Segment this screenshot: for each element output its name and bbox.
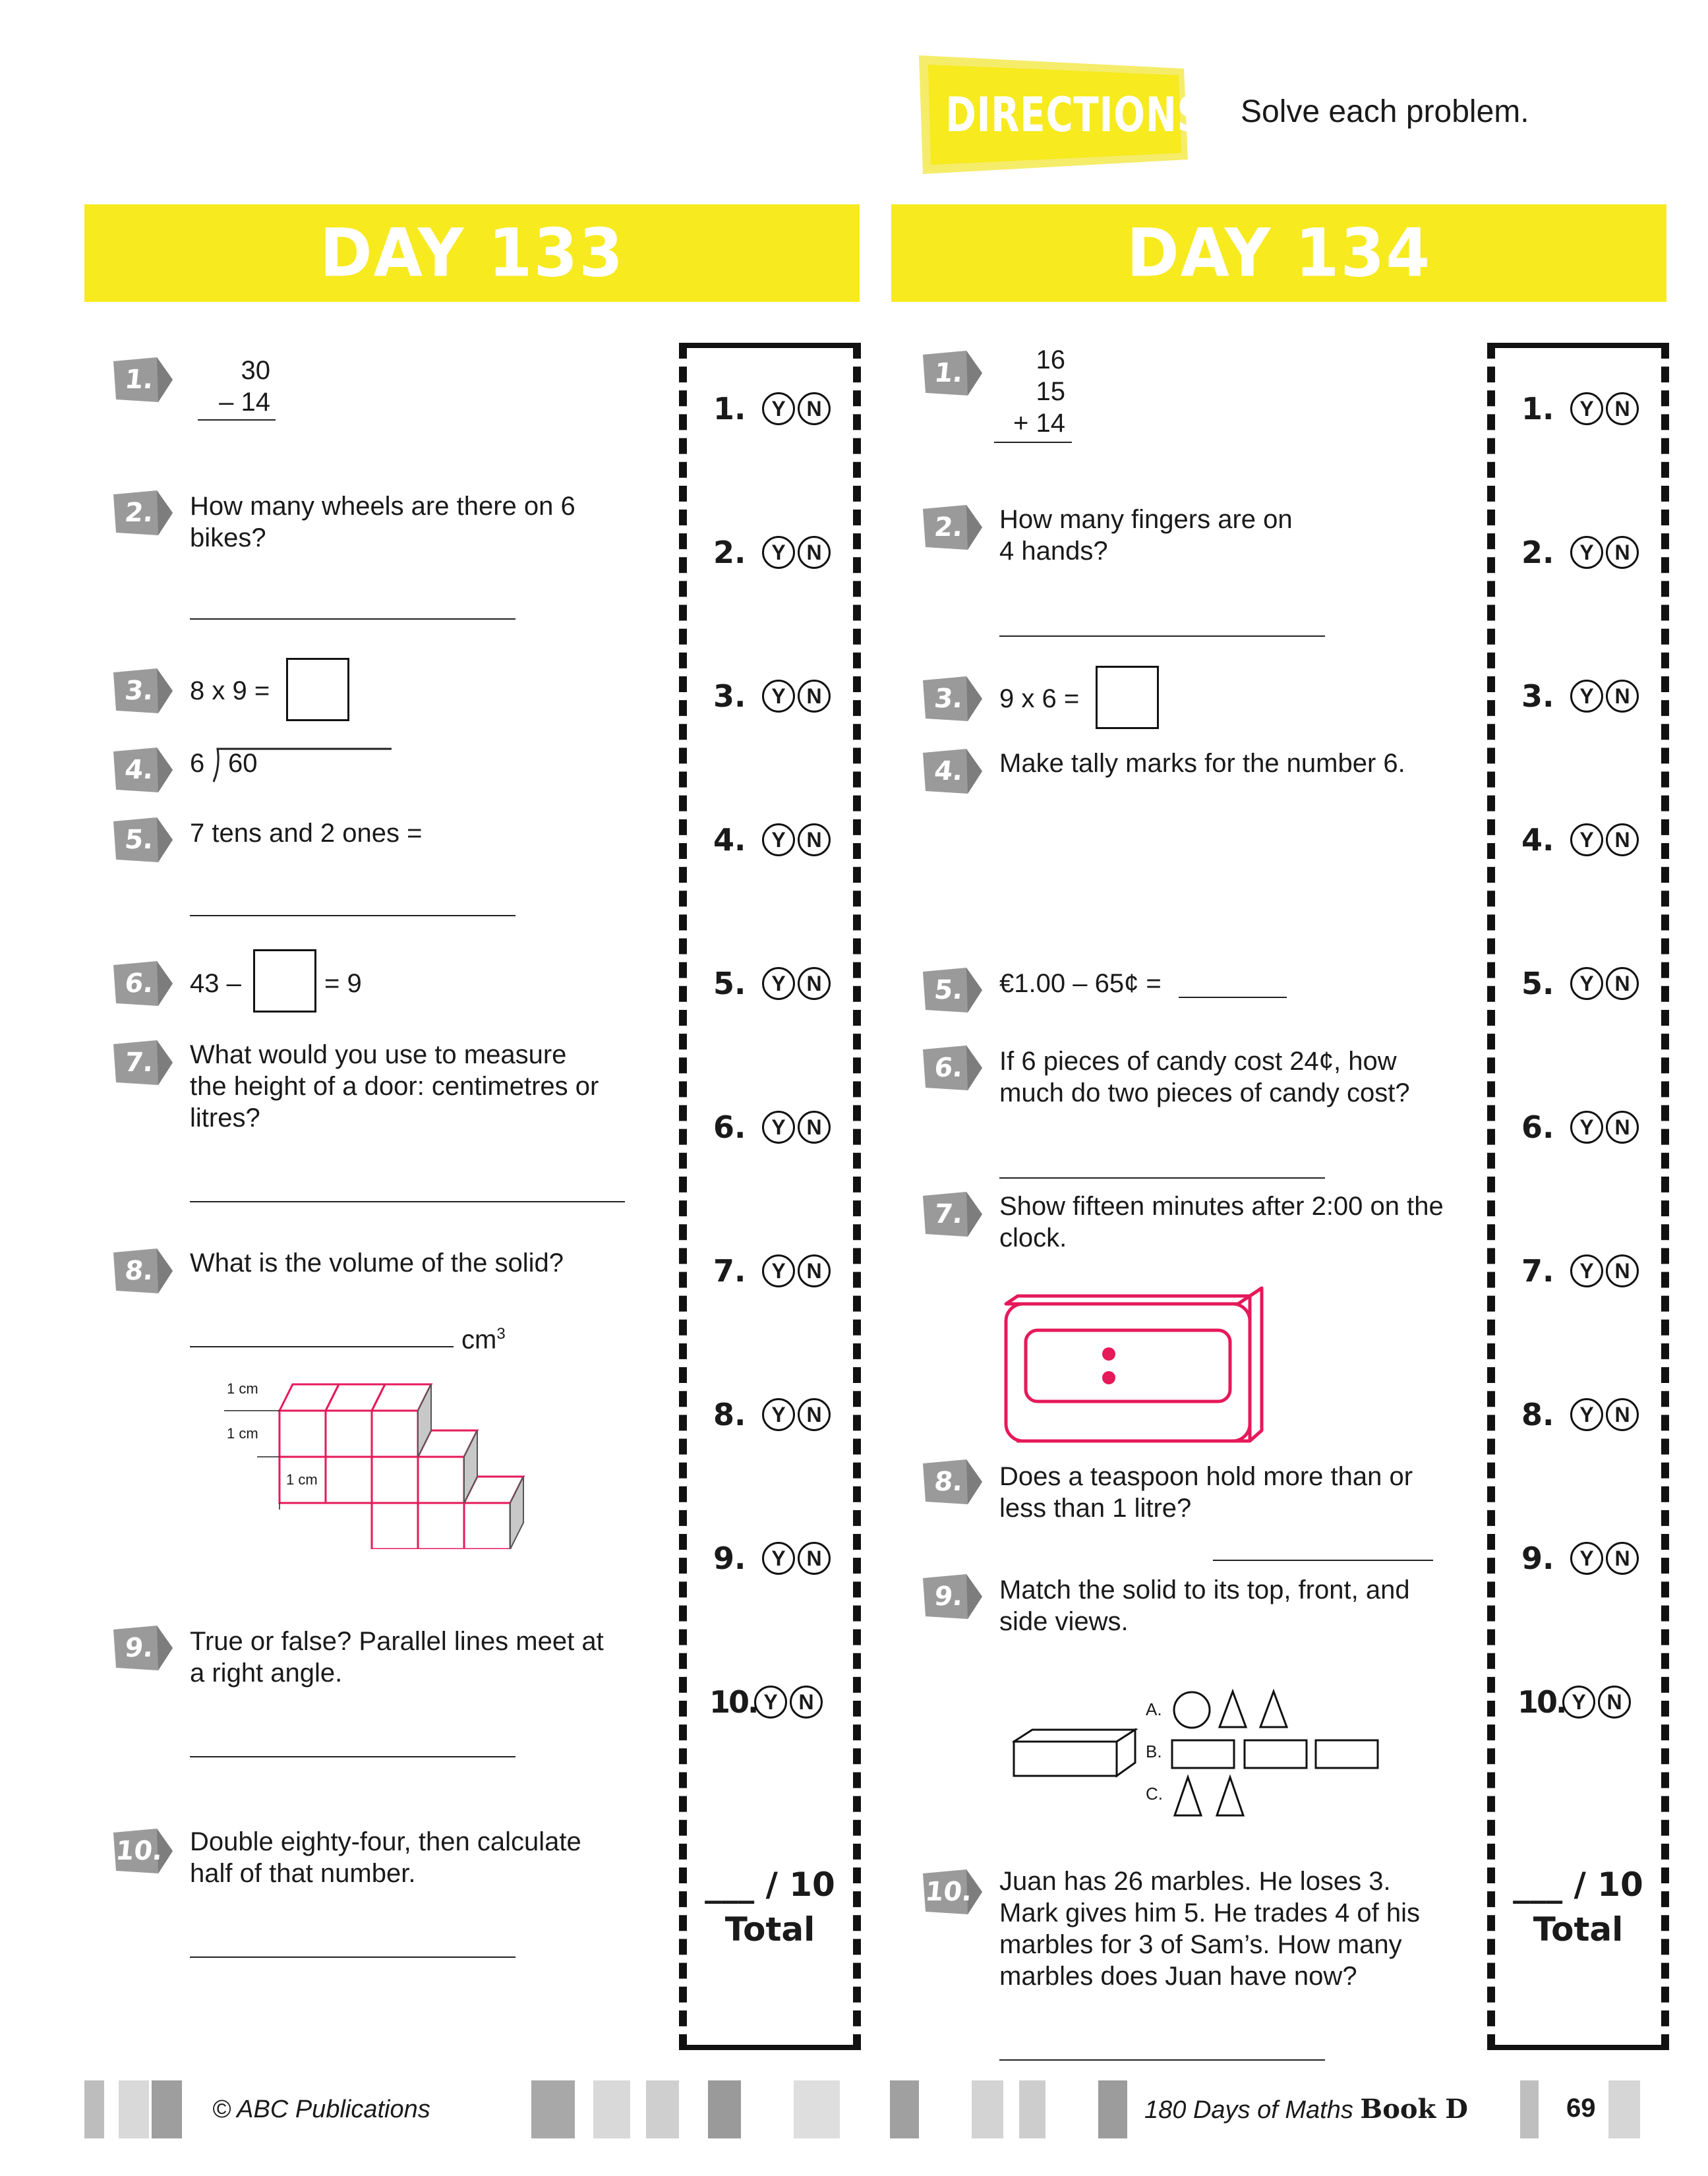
day-134-title: DAY 134 [1126,214,1432,292]
q6-left-text: 43 – [190,969,241,998]
score-row-number: 4. [713,822,746,858]
q1-answer-line [994,442,1072,443]
score-row-number: 1. [1521,391,1554,426]
yes-circle[interactable]: Y [762,392,795,425]
q4-text: Make tally marks for the number 6. [999,749,1405,778]
yes-circle[interactable]: Y [762,1542,795,1575]
no-circle[interactable]: N [798,1111,831,1144]
question-badge: 9. [111,1624,174,1672]
score-row [709,1682,823,1722]
q2-text-line1: How many wheels are there on 6 [190,492,575,521]
score-row [1521,820,1639,860]
no-circle[interactable]: N [1606,680,1639,713]
q7-text-line2: clock. [999,1223,1067,1252]
score-row [713,964,831,1003]
q7-answer-line[interactable] [190,1201,625,1202]
score-row-number: 2. [1521,535,1554,570]
question-badge: 5. [111,816,174,864]
q3-text: 8 x 9 = [190,676,270,705]
q9-option-b-label: B. [1146,1742,1162,1761]
no-circle[interactable]: N [1606,1111,1639,1144]
q10-text-line1: Juan has 26 marbles. He loses 3. [999,1867,1391,1896]
q8-dim-label-3: 1 cm [286,1471,318,1488]
question-badge: 4. [920,748,984,795]
day-133-banner [84,204,860,302]
q10-answer-line[interactable] [190,1956,515,1958]
question-badge: 3. [111,667,174,715]
q9-option-a-views[interactable] [1172,1688,1297,1730]
no-circle[interactable]: N [1606,823,1639,856]
q7-text-line2: the height of a door: centimetres or [190,1072,599,1101]
score-row-number: 5. [1521,966,1554,1001]
question-badge: 6. [111,960,174,1007]
day-134-banner [891,204,1666,302]
q9-option-b-views[interactable] [1171,1738,1379,1771]
q7-text-line1: What would you use to measure [190,1040,567,1069]
no-circle[interactable]: N [798,823,831,856]
yes-circle[interactable]: Y [762,680,795,713]
yes-circle[interactable]: Y [754,1686,787,1719]
q10-text-line1: Double eighty-four, then calculate [190,1827,581,1856]
footer-decor-block [972,2080,1003,2138]
footer-book-prefix: 180 Days of Maths [1144,2096,1353,2124]
footer-decor-block [119,2080,149,2138]
footer-decor-block [531,2080,575,2138]
score-row [713,389,831,428]
score-row-number: 3. [713,678,746,714]
score-row-number: 4. [1521,822,1554,858]
directions-tag [915,55,1204,174]
footer-decor-block [794,2080,840,2138]
score-row-number: 9. [1521,1541,1554,1576]
q7-text-line3: litres? [190,1103,260,1132]
q8-text-line2: less than 1 litre? [999,1494,1192,1523]
rectangular-prism-icon [1013,1727,1138,1780]
footer-decor-block [1608,2080,1640,2138]
q2-answer-line[interactable] [999,635,1325,637]
q5-answer-line[interactable] [190,915,515,916]
q8-dim-label-2: 1 cm [227,1425,258,1442]
q9-text-line1: True or false? Parallel lines meet at [190,1627,604,1656]
yes-circle[interactable]: Y [1570,1398,1603,1431]
q10-answer-line[interactable] [999,2059,1325,2061]
day-134-score-column [1487,343,1669,2050]
footer-decor-block [1019,2080,1045,2138]
q1-bottom-number: – 14 [219,388,270,417]
footer-book-title [1144,2095,1468,2125]
q6-answer-line[interactable] [999,1177,1325,1179]
score-row-number: 1. [713,391,746,426]
footer-book-name: Book D [1360,2094,1468,2125]
question-badge: 1. [111,356,174,403]
score-row-number: 10. [1517,1684,1566,1720]
question-badge: 1. [920,349,984,397]
question-badge: 8. [111,1247,174,1295]
score-row [713,1251,831,1291]
q3-answer-box[interactable] [286,658,349,721]
yes-circle[interactable]: Y [1570,967,1603,1000]
score-out-of: ___ / 10 [705,1866,835,1904]
no-circle[interactable]: N [1606,392,1639,425]
q6-right-text: = 9 [324,969,362,998]
q9-answer-line[interactable] [190,1756,515,1757]
q9-option-c-views[interactable] [1171,1775,1250,1818]
directions-text: Solve each problem. [1241,94,1529,129]
score-row-number: 9. [713,1541,746,1576]
question-badge: 2. [111,489,174,537]
q8-unit-sup: 3 [496,1325,506,1343]
question-badge: 4. [111,746,174,794]
score-row [713,1539,831,1578]
no-circle[interactable]: N [798,536,831,569]
q9-text-line1: Match the solid to its top, front, and [999,1575,1410,1604]
score-row [713,676,831,716]
score-row-number: 7. [1521,1253,1554,1289]
no-circle[interactable]: N [1606,1398,1639,1431]
no-circle[interactable]: N [798,967,831,1000]
yes-circle[interactable]: Y [1570,392,1603,425]
question-badge: 9. [920,1573,984,1620]
score-row-number: 2. [713,535,746,570]
yes-circle[interactable]: Y [762,536,795,569]
score-row-number: 5. [713,966,746,1001]
score-row-number: 8. [713,1397,746,1432]
no-circle[interactable]: N [798,392,831,425]
question-badge: 3. [920,675,984,722]
score-row [1521,533,1639,572]
yes-circle[interactable]: Y [1570,680,1603,713]
q9-text-line2: a right angle. [190,1659,343,1688]
no-circle[interactable]: N [1606,536,1639,569]
yes-circle[interactable]: Y [762,967,795,1000]
question-badge: 8. [920,1458,984,1506]
q8-answer-line[interactable] [190,1346,454,1347]
yes-circle[interactable]: Y [1562,1686,1595,1719]
yes-circle[interactable]: Y [1570,536,1603,569]
score-row [1521,1107,1639,1147]
q2-text-line1: How many fingers are on [999,505,1293,534]
footer-page-number: 69 [1566,2094,1596,2123]
q8-answer-line[interactable] [1213,1560,1433,1561]
q6-text-line2: much do two pieces of candy cost? [999,1078,1410,1107]
no-circle[interactable]: N [1598,1686,1631,1719]
q9-option-c-label: C. [1146,1784,1163,1804]
q10-text-line2: Mark gives him 5. He trades 4 of his [999,1898,1421,1927]
score-row-number: 10. [709,1684,757,1720]
score-row [1521,964,1639,1003]
score-row [1521,389,1639,428]
score-row-number: 7. [713,1253,746,1289]
yes-circle[interactable]: Y [762,1111,795,1144]
score-row-number: 6. [713,1109,746,1145]
footer-decor-block [1098,2080,1127,2138]
footer-decor-block [1520,2080,1539,2138]
score-row [1521,1395,1639,1434]
yes-circle[interactable]: Y [762,1398,795,1431]
q5-text: €1.00 – 65¢ = [999,969,1162,998]
q5-answer-line[interactable] [1179,997,1287,998]
q8-unit [461,1318,506,1355]
yes-circle[interactable]: Y [762,823,795,856]
day-133-title: DAY 133 [319,214,625,292]
score-row [713,1107,831,1147]
q4-dividend: 60 [228,749,258,778]
footer-decor-block [152,2080,182,2138]
score-row [713,1395,831,1434]
q9-text-line2: side views. [999,1607,1129,1636]
q10-text-line4: marbles does Juan have now? [999,1962,1357,1991]
score-row [1521,1251,1639,1291]
score-row [713,820,831,860]
footer-publisher: © ABC Publications [212,2096,430,2123]
q7-text-line1: Show fifteen minutes after 2:00 on the [999,1192,1444,1221]
yes-circle[interactable]: Y [1570,1542,1603,1575]
question-badge: 2. [920,504,984,551]
footer-decor-block [708,2080,741,2138]
question-badge: 5. [920,966,984,1014]
score-row [1521,676,1639,716]
score-row-number: 6. [1521,1109,1554,1145]
score-row [1517,1682,1631,1722]
no-circle[interactable]: N [798,1398,831,1431]
q1-addend-1: 16 [1036,345,1065,374]
score-row [1521,1539,1639,1578]
directions-tag-label: DIRECTIONS [945,87,1204,142]
q5-text: 7 tens and 2 ones = [190,819,423,848]
score-row-number: 8. [1521,1397,1554,1432]
score-total-label: Total [724,1910,815,1949]
question-badge: 10. [111,1827,174,1875]
question-badge: 6. [920,1044,984,1092]
q10-text-line2: half of that number. [190,1859,416,1888]
q1-addend-3: + 14 [1013,409,1065,438]
q2-text-line2: bikes? [190,523,266,552]
no-circle[interactable]: N [798,1542,831,1575]
q3-text: 9 x 6 = [999,684,1080,713]
no-circle[interactable]: N [1606,1254,1639,1287]
q2-answer-line[interactable] [190,618,515,620]
no-circle[interactable]: N [1606,967,1639,1000]
q8-dim-label-1: 1 cm [227,1380,258,1397]
q4-divisor: 6 [190,749,205,778]
no-circle[interactable]: N [798,680,831,713]
q10-text-line3: marbles for 3 of Sam’s. How many [999,1930,1402,1959]
footer-decor-block [84,2080,104,2138]
no-circle[interactable]: N [798,1254,831,1287]
q3-answer-box[interactable] [1096,666,1159,729]
yes-circle[interactable]: Y [1570,1111,1603,1144]
footer-decor-block [646,2080,679,2138]
q8-unit-text: cm [461,1325,497,1355]
q1-top-number: 30 [241,356,270,385]
yes-circle[interactable]: Y [762,1254,795,1287]
q9-option-a-label: A. [1146,1699,1162,1719]
q8-text-line1: Does a teaspoon hold more than or [999,1462,1413,1491]
yes-circle[interactable]: Y [1570,823,1603,856]
q8-solid-figure [218,1371,554,1549]
q6-text-line1: If 6 pieces of candy cost 24¢, how [999,1047,1397,1076]
q2-text-line2: 4 hands? [999,537,1108,566]
question-badge: 7. [920,1191,984,1238]
q1-addend-2: 15 [1036,377,1065,406]
score-out-of: ___ / 10 [1513,1866,1643,1904]
question-badge: 7. [111,1039,174,1086]
yes-circle[interactable]: Y [1570,1254,1603,1287]
score-row-number: 3. [1521,678,1554,714]
footer-decor-block [890,2080,919,2138]
q6-answer-box[interactable] [253,949,316,1013]
q8-text: What is the volume of the solid? [190,1249,564,1278]
no-circle[interactable]: N [790,1686,823,1719]
day-133-score-column [679,343,861,2050]
footer-decor-block [593,2080,630,2138]
no-circle[interactable]: N [1606,1542,1639,1575]
digital-clock-icon[interactable] [1002,1285,1268,1449]
question-badge: 10. [920,1868,984,1916]
score-total-label: Total [1533,1910,1624,1949]
q1-answer-line [198,419,276,421]
score-row [713,533,831,572]
